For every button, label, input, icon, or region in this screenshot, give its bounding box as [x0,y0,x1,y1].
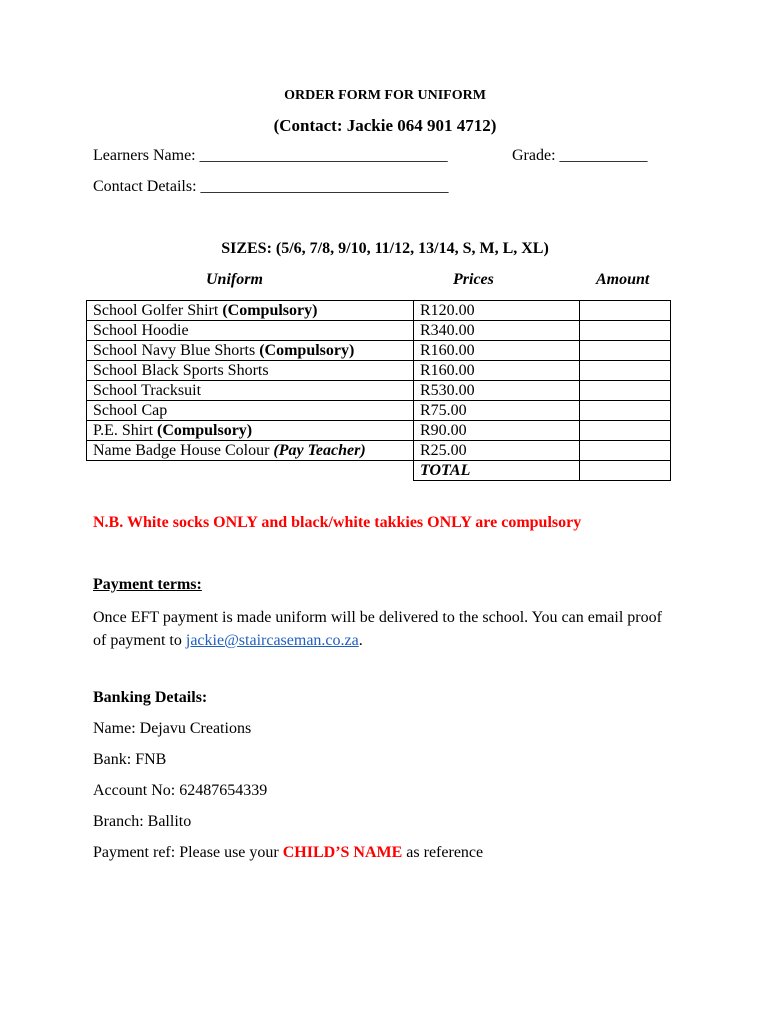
item-name-cell [87,421,414,441]
reference-suffix: as reference [402,844,484,861]
item-amount-input[interactable] [580,341,671,361]
item-amount-input[interactable] [580,361,671,381]
item-price: R25.00 [414,441,580,461]
item-price: R160.00 [414,341,580,361]
item-name: School Hoodie [93,322,189,339]
item-price: R75.00 [414,401,580,421]
learner-name-field[interactable]: Learners Name: _______________________________ [93,147,448,164]
contact-details-field[interactable]: Contact Details: _______________________________ [93,178,449,195]
item-name-cell [87,401,414,421]
table-row [87,341,671,361]
item-name-cell [87,341,414,361]
item-price: R530.00 [414,381,580,401]
total-spacer [87,461,414,481]
item-amount-input[interactable] [580,401,671,421]
item-amount-input[interactable] [580,381,671,401]
item-amount-input[interactable] [580,441,671,461]
item-name-cell [87,381,414,401]
item-name: School Black Sports Shorts [93,362,269,379]
item-name-cell [87,361,414,381]
reference-highlight: CHILD’S NAME [282,844,403,861]
branch: Branch: Ballito [93,813,192,830]
uniform-table [86,300,671,481]
table-row [87,421,671,441]
total-row [87,461,671,481]
item-name: Name Badge House Colour [93,442,274,459]
table-row [87,441,671,461]
item-price: R90.00 [414,421,580,441]
payment-reference [93,844,483,862]
payment-text-end: . [358,632,363,649]
contact-line: (Contact: Jackie 064 901 4712) [273,116,497,135]
item-name: School Navy Blue Shorts [93,342,260,359]
item-name: School Golfer Shirt [93,302,223,319]
total-amount-input[interactable] [580,461,671,481]
item-amount-input[interactable] [580,421,671,441]
reference-prefix: Payment ref: Please use your [93,844,283,861]
account-number: Account No: 62487654339 [93,782,268,799]
amount-column-header: Amount [596,271,650,288]
payment-text: Once EFT payment is made uniform will be delivered to the school. You can email proof of payment to [93,609,662,649]
item-name: School Tracksuit [93,382,202,399]
compulsory-notice: N.B. White socks ONLY and black/white takkies ONLY are compulsory [93,514,582,531]
grade-field[interactable]: Grade: ___________ [512,147,648,164]
table-row [87,321,671,341]
uniform-column-header: Uniform [206,271,263,288]
sizes-line: SIZES: (5/6, 7/8, 9/10, 11/12, 13/14, S, M, L, XL) [221,240,549,257]
item-note: (Compulsory) [222,302,318,319]
banking-heading: Banking Details: [93,689,208,706]
item-note: (Compulsory) [157,422,253,439]
table-row [87,381,671,401]
item-price: R160.00 [414,361,580,381]
item-price: R120.00 [414,301,580,321]
payment-terms-text [93,606,673,652]
item-name: P.E. Shirt [93,422,158,439]
item-name: School Cap [93,402,168,419]
item-name-cell [87,441,414,461]
item-price: R340.00 [414,321,580,341]
item-name-cell [87,301,414,321]
email-link[interactable]: jackie@staircaseman.co.za [185,632,359,649]
item-note: (Compulsory) [259,342,355,359]
table-row [87,361,671,381]
total-label: TOTAL [414,461,580,481]
bank-name: Bank: FNB [93,751,167,768]
item-amount-input[interactable] [580,301,671,321]
prices-column-header: Prices [453,271,494,288]
item-name-cell [87,321,414,341]
payment-terms-heading: Payment terms: [93,576,202,593]
bank-account-name: Name: Dejavu Creations [93,720,252,737]
item-amount-input[interactable] [580,321,671,341]
table-row [87,301,671,321]
table-row [87,401,671,421]
form-title: ORDER FORM FOR UNIFORM [284,88,486,103]
item-note: (Pay Teacher) [273,442,366,459]
